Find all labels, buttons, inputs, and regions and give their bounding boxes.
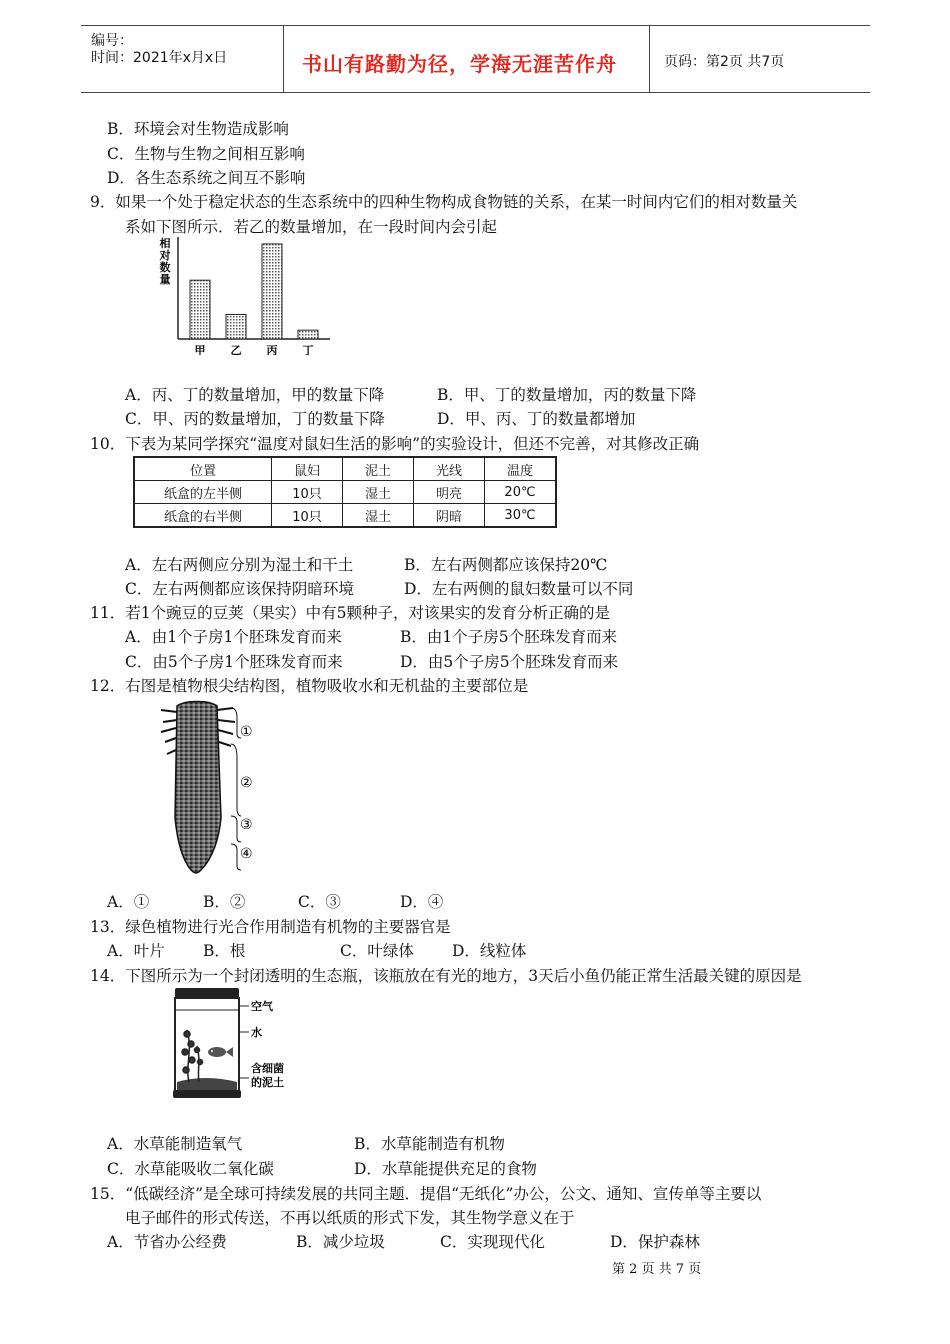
table-cell: 湿土: [343, 504, 414, 528]
bar: [298, 330, 318, 339]
q10-option-a: A．左右两侧应分别为湿土和干土: [125, 556, 354, 574]
x-tick-label: 乙: [230, 344, 242, 355]
q14-option-b: B．水草能制造有机物: [354, 1135, 505, 1153]
table-header-cell: 位置: [134, 457, 272, 481]
bottle-label-soil-cont: 的泥土: [251, 1076, 284, 1089]
bottle-label-air: 空气: [251, 1000, 273, 1013]
root-tip-body: [175, 702, 221, 874]
table-cell: 10只: [272, 481, 343, 504]
q12-option-c: C．③: [298, 893, 341, 911]
header-bottom-rule: [81, 92, 870, 93]
root-label: ②: [240, 775, 253, 791]
table-cell: 明亮: [414, 481, 485, 504]
y-label-char: 数: [159, 261, 171, 274]
q10-option-c: C．左右两侧都应该保持阴暗环境: [125, 580, 354, 598]
q9-option-b: B．甲、丁的数量增加，丙的数量下降: [437, 386, 697, 404]
table-header-cell: 泥土: [343, 457, 414, 481]
table-cell: 30℃: [485, 504, 557, 528]
y-axis-label: [159, 236, 171, 286]
q15-stem: 15．“低碳经济”是全球可持续发展的共同主题．提倡“无纸化”办公，公文、通知、宣传单等主要以: [90, 1185, 762, 1203]
q11-option-d: D．由5个子房5个胚珠发育而来: [400, 653, 619, 671]
bottle-cap: [175, 988, 239, 998]
q9-option-d: D．甲、丙、丁的数量都增加: [437, 410, 636, 428]
bottle-label-soil: 含细菌: [251, 1062, 284, 1075]
q12-option-a: A．①: [107, 893, 150, 911]
q11-option-b: B．由1个子房5个胚珠发育而来: [400, 628, 618, 646]
root-label: ③: [240, 817, 253, 833]
q13-option-c: C．叶绿体: [340, 942, 414, 960]
q11-stem: 11．若1个豌豆的豆荚（果实）中有5颗种子，对该果实的发育分析正确的是: [90, 604, 610, 622]
q12-option-b: B．②: [203, 893, 246, 911]
table-row: [134, 481, 556, 504]
eco-bottle-figure: [165, 986, 300, 1102]
q14-option-a: A．水草能制造氧气: [107, 1135, 243, 1153]
time-label: 时间：2021年x月x日: [91, 50, 228, 66]
q14-stem: 14．下图所示为一个封闭透明的生态瓶，该瓶放在有光的地方，3天后小鱼仍能正常生活最关键的原因是: [90, 967, 802, 985]
root-tip-figure: [155, 698, 265, 876]
table-row: [134, 504, 556, 528]
bar: [190, 280, 210, 339]
x-tick-label: 丙: [266, 344, 278, 355]
y-label-char: 对: [159, 249, 171, 262]
table-header-cell: 鼠妇: [272, 457, 343, 481]
x-tick-label: 甲: [194, 344, 206, 355]
q13-option-d: D．线粒体: [452, 942, 527, 960]
q11-option-a: A．由1个子房1个胚珠发育而来: [125, 628, 342, 646]
table-header-cell: 光线: [414, 457, 485, 481]
q10-option-d: D．左右两侧的鼠妇数量可以不同: [404, 580, 634, 598]
y-label-char: 量: [159, 273, 171, 286]
q8-option-b: B．环境会对生物造成影响: [107, 120, 289, 138]
table-header-row: [134, 457, 556, 481]
table-header-cell: 温度: [485, 457, 557, 481]
q9-option-a: A．丙、丁的数量增加，甲的数量下降: [125, 386, 385, 404]
bottle-label-water: 水: [251, 1026, 262, 1039]
q9-stem: 9．如果一个处于稳定状态的生态系统中的四种生物构成食物链的关系，在某一时间内它们的相对数量关: [90, 193, 798, 211]
page-label: 页码：第2页 共7页: [664, 54, 785, 70]
q13-option-a: A．叶片: [107, 942, 165, 960]
bottle-base: [173, 1090, 241, 1098]
q12-stem: 12．右图是植物根尖结构图，植物吸收水和无机盐的主要部位是: [90, 677, 529, 695]
header-top-rule: [81, 25, 870, 26]
table-cell: 纸盒的左半侧: [134, 481, 272, 504]
q15-option-d: D．保护森林: [610, 1233, 700, 1251]
q12-option-d: D．④: [400, 893, 444, 911]
q9-bar-chart: [155, 235, 340, 355]
q15-option-b: B．减少垃圾: [296, 1233, 385, 1251]
table-cell: 20℃: [485, 481, 557, 504]
y-label-char: 相: [159, 237, 171, 250]
q15-stem-cont: 电子邮件的形式传送，不再以纸质的形式下发，其生物学意义在于: [125, 1209, 575, 1227]
q15-option-c: C．实现现代化: [440, 1233, 545, 1251]
q14-option-d: D．水草能提供充足的食物: [354, 1160, 537, 1178]
motto: 书山有路勤为径，学海无涯苦作舟: [302, 52, 617, 76]
header-divider: [649, 25, 650, 93]
bar: [226, 315, 246, 340]
q8-option-c: C．生物与生物之间相互影响: [107, 145, 305, 163]
q10-stem: 10．下表为某同学探究“温度对鼠妇生活的影响”的实验设计，但还不完善，对其修改正确: [90, 435, 700, 453]
q9-option-c: C．甲、丙的数量增加，丁的数量下降: [125, 410, 385, 428]
q13-option-b: B．根: [203, 942, 246, 960]
table-cell: 纸盒的右半侧: [134, 504, 272, 528]
x-tick-label: 丁: [302, 344, 314, 355]
q13-stem: 13．绿色植物进行光合作用制造有机物的主要器官是: [90, 918, 451, 936]
page-header: [81, 25, 870, 93]
root-label: ①: [240, 724, 253, 740]
q11-option-c: C．由5个子房1个胚珠发育而来: [125, 653, 343, 671]
experiment-table: [133, 456, 557, 528]
page-footer: 第 2 页 共 7 页: [612, 1262, 702, 1277]
q10-option-b: B．左右两侧都应该保持20℃: [404, 556, 608, 574]
q8-option-d: D．各生态系统之间互不影响: [107, 169, 306, 187]
q9-stem-cont: 系如下图所示．若乙的数量增加，在一段时间内会引起: [125, 218, 498, 236]
q15-option-a: A．节省办公经费: [107, 1233, 227, 1251]
number-label: 编号：: [91, 33, 133, 49]
table-cell: 10只: [272, 504, 343, 528]
bar: [262, 244, 282, 339]
q14-option-c: C．水草能吸收二氧化碳: [107, 1160, 274, 1178]
root-label: ④: [240, 846, 253, 862]
table-cell: 湿土: [343, 481, 414, 504]
header-divider: [283, 25, 284, 93]
table-cell: 阴暗: [414, 504, 485, 528]
